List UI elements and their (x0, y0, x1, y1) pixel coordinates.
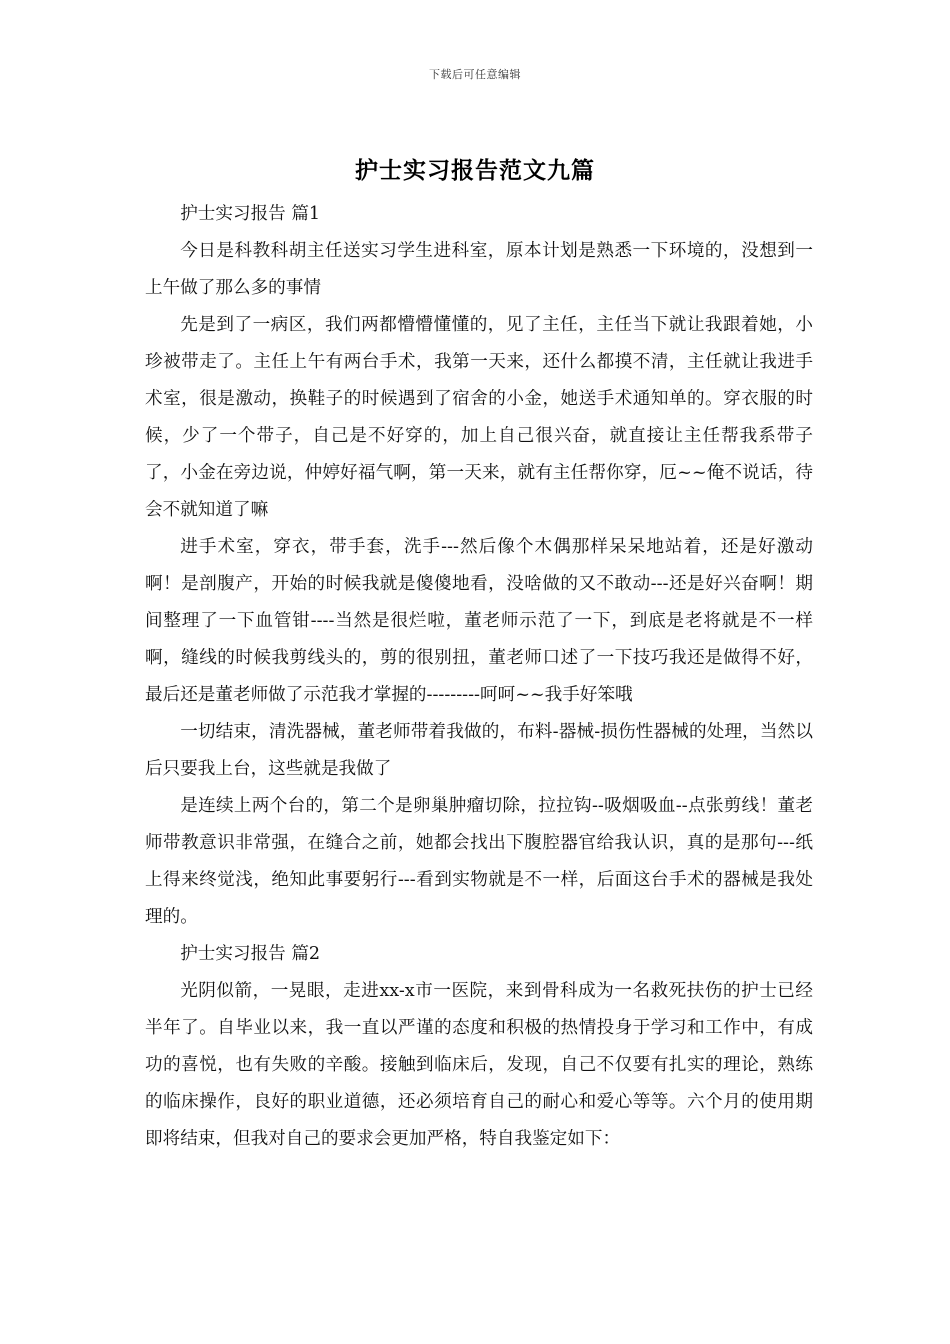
paragraph: 一切结束，清洗器械，董老师带着我做的，布料-器械-损伤性器械的处理，当然以后只要我上台，这些就是我做了 (145, 722, 813, 779)
paragraph: 是连续上两个台的，第二个是卵巢肿瘤切除，拉拉钩--吸烟吸血--点张剪线！董老师带教意识非常强，在缝合之前，她都会找出下腹腔器官给我认识，真的是那句---纸上得来终觉浅，绝知此事要躬行---看到实物就是不一样，后面这台手术的器械是我处理的。 (145, 796, 813, 927)
section-heading-2: 护士实习报告 篇2 (180, 944, 321, 964)
document-title: 护士实习报告范文九篇 (355, 157, 595, 184)
paragraph: 光阴似箭，一晃眼，走进xx-x市一医院，来到骨科成为一名救死扶伤的护士已经半年了。自毕业以来，我一直以严谨的态度和积极的热情投身于学习和工作中，有成功的喜悦，也有失败的辛酸。接触到临床后，发现，自己不仅要有扎实的理论，熟练的临床操作，良好的职业道德，还必须培育自己的耐心和爱心等等。六个月的使用期即将结束，但我对自己的要求会更加严格，特自我鉴定如下： (145, 981, 813, 1149)
document-body (145, 196, 813, 1158)
paragraph: 进手术室，穿衣，带手套，洗手---然后像个木偶那样呆呆地站着，还是好激动啊！是剖腹产，开始的时候我就是傻傻地看，没啥做的又不敢动---还是好兴奋啊！期间整理了一下血管钳----当然是很烂啦，董老师示范了一下，到底是老将就是不一样啊，缝线的时候我剪线头的，剪的很别扭，董老师口述了一下技巧我还是做得不好，最后还是董老师做了示范我才掌握的---------呵呵~~我手好笨哦 (145, 537, 813, 705)
paragraph: 今日是科教科胡主任送实习学生进科室，原本计划是熟悉一下环境的，没想到一上午做了那么多的事情 (145, 241, 813, 298)
header-note: 下载后可任意编辑 (429, 68, 521, 81)
section-heading-1: 护士实习报告 篇1 (180, 204, 321, 224)
paragraph: 先是到了一病区，我们两都懵懵懂懂的，见了主任，主任当下就让我跟着她，小珍被带走了。主任上午有两台手术，我第一天来，还什么都摸不清，主任就让我进手术室，很是激动，换鞋子的时候遇到了宿舍的小金，她送手术通知单的。穿衣服的时候，少了一个带子，自己是不好穿的，加上自己很兴奋，就直接让主任帮我系带子了，小金在旁边说，仲婷好福气啊，第一天来，就有主任帮你穿，厄~~俺不说话，待会不就知道了嘛 (145, 315, 813, 520)
